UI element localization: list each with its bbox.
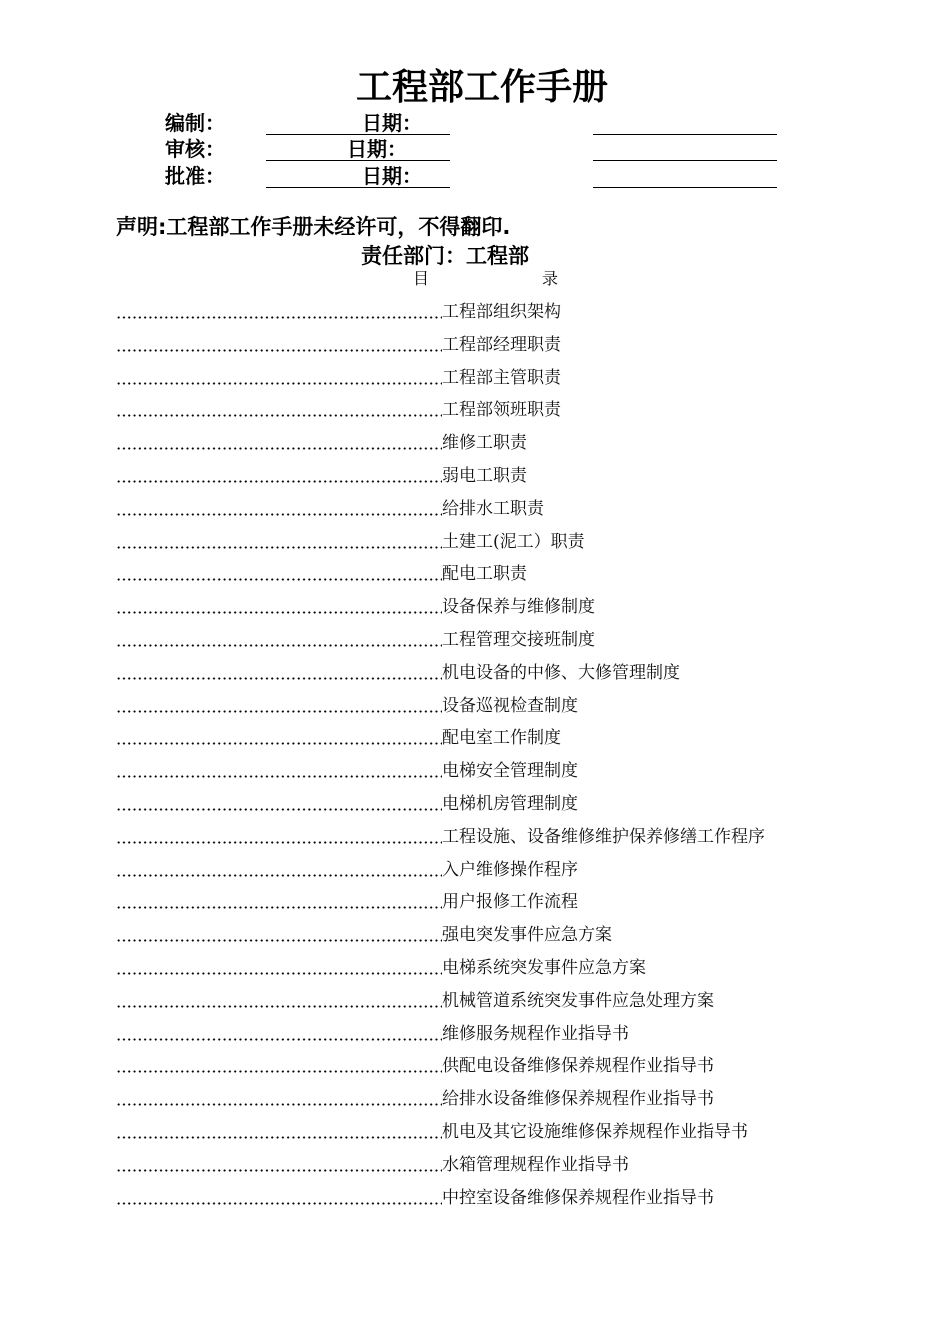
toc-entry-title: 设备巡视检查制度 (442, 695, 578, 716)
toc-entry (116, 690, 836, 723)
prepared-date-label: 日期： (362, 111, 422, 135)
toc-entry-title: 电梯机房管理制度 (442, 793, 578, 814)
toc-entry-title: 配电工职责 (442, 564, 527, 585)
toc-entry (116, 985, 836, 1018)
toc-dot-leader (116, 690, 442, 723)
toc-dot-leader (116, 296, 442, 329)
toc-entry-title: 入户维修操作程序 (442, 859, 578, 880)
toc-entry (116, 1050, 836, 1083)
approved-label: 批准： (165, 164, 225, 188)
toc-entry-title: 工程管理交接班制度 (442, 629, 595, 650)
prepared-label: 编制： (165, 111, 225, 135)
toc-entry (116, 460, 836, 493)
toc-entry-title: 机械管道系统突发事件应急处理方案 (442, 990, 714, 1011)
toc-entry (116, 821, 836, 854)
toc-entry (116, 1149, 836, 1182)
toc-entry (116, 296, 836, 329)
toc-dot-leader (116, 558, 442, 591)
toc-entry (116, 1182, 836, 1215)
toc-dot-leader (116, 657, 442, 690)
toc-dot-leader (116, 788, 442, 821)
prepared-signature-line (266, 134, 450, 135)
toc-entry (116, 755, 836, 788)
toc-entry (116, 854, 836, 887)
toc-dot-leader (116, 1050, 442, 1083)
toc-entry-title: 水箱管理规程作业指导书 (442, 1154, 629, 1175)
approved-date-line (593, 187, 777, 188)
approved-date-label: 日期： (362, 164, 422, 188)
toc-entry (116, 952, 836, 985)
toc-dot-leader (116, 1182, 442, 1215)
toc-dot-leader (116, 394, 442, 427)
toc-entry-title: 工程部组织架构 (442, 302, 561, 322)
toc-entry-title: 供配电设备维修保养规程作业指导书 (442, 1056, 714, 1077)
toc-heading-char-1: 目 (413, 269, 430, 288)
toc-entry-title: 维修工职责 (442, 433, 527, 454)
toc-entry (116, 526, 836, 559)
approved-signature-line (266, 187, 450, 188)
toc-entry-title: 机电设备的中修、大修管理制度 (442, 662, 680, 683)
prepared-date-line (593, 134, 777, 135)
toc-dot-leader (116, 362, 442, 395)
toc-entry-title: 配电室工作制度 (442, 728, 561, 749)
toc-entry-title: 中控室设备维修保养规程作业指导书 (442, 1187, 714, 1208)
toc-entry (116, 886, 836, 919)
responsible-department: 责任部门：工程部 (361, 244, 529, 268)
toc-entry-title: 电梯安全管理制度 (442, 761, 578, 782)
toc-entry (116, 722, 836, 755)
reviewed-date-line (593, 160, 777, 161)
reviewed-date-label: 日期： (347, 137, 407, 161)
toc-entry (116, 558, 836, 591)
toc-entry (116, 329, 836, 362)
toc-dot-leader (116, 1149, 442, 1182)
toc-entry-title: 用户报修工作流程 (442, 892, 578, 913)
toc-entry (116, 1018, 836, 1051)
toc-entry (116, 1083, 836, 1116)
toc-entry (116, 624, 836, 657)
toc-entry (116, 1116, 836, 1149)
toc-dot-leader (116, 591, 442, 624)
toc-entry-title: 给排水工职责 (442, 498, 544, 519)
toc-dot-leader (116, 755, 442, 788)
copyright-statement: 声明:工程部工作手册未经许可，不得翻印. (116, 215, 511, 239)
table-of-contents (116, 296, 836, 1214)
signature-row-prepared (0, 111, 950, 135)
toc-entry-title: 维修服务规程作业指导书 (442, 1023, 629, 1044)
toc-entry (116, 591, 836, 624)
toc-dot-leader (116, 985, 442, 1018)
toc-entry (116, 493, 836, 526)
toc-heading (413, 268, 558, 290)
signature-row-reviewed (0, 137, 950, 161)
toc-entry (116, 427, 836, 460)
toc-entry (116, 919, 836, 952)
toc-entry-title: 给排水设备维修保养规程作业指导书 (442, 1089, 714, 1110)
toc-dot-leader (116, 427, 442, 460)
toc-dot-leader (116, 854, 442, 887)
toc-dot-leader (116, 460, 442, 493)
toc-dot-leader (116, 1116, 442, 1149)
toc-entry-title: 强电突发事件应急方案 (442, 925, 612, 946)
document-title: 工程部工作手册 (355, 67, 608, 108)
toc-entry (116, 362, 836, 395)
toc-dot-leader (116, 1018, 442, 1051)
toc-dot-leader (116, 526, 442, 559)
toc-entry-title: 工程部主管职责 (442, 367, 561, 388)
toc-dot-leader (116, 493, 442, 526)
toc-dot-leader (116, 329, 442, 362)
toc-dot-leader (116, 886, 442, 919)
toc-entry-title: 工程部领班职责 (442, 400, 561, 421)
toc-dot-leader (116, 919, 442, 952)
toc-dot-leader (116, 722, 442, 755)
toc-dot-leader (116, 821, 442, 854)
toc-entry-title: 电梯系统突发事件应急方案 (442, 957, 646, 978)
toc-entry-title: 机电及其它设施维修保养规程作业指导书 (442, 1121, 748, 1142)
toc-entry-title: 工程部经理职责 (442, 334, 561, 355)
toc-dot-leader (116, 624, 442, 657)
toc-dot-leader (116, 952, 442, 985)
toc-dot-leader (116, 1083, 442, 1116)
signature-row-approved (0, 164, 950, 188)
toc-heading-char-2: 录 (541, 269, 558, 288)
toc-entry (116, 394, 836, 427)
toc-entry-title: 工程设施、设备维修维护保养修缮工作程序 (442, 826, 765, 847)
toc-entry-title: 设备保养与维修制度 (442, 597, 595, 618)
toc-entry-title: 土建工(泥工）职责 (442, 531, 585, 552)
toc-entry-title: 弱电工职责 (442, 465, 527, 486)
reviewed-label: 审核： (165, 137, 225, 161)
toc-entry (116, 657, 836, 690)
toc-entry (116, 788, 836, 821)
